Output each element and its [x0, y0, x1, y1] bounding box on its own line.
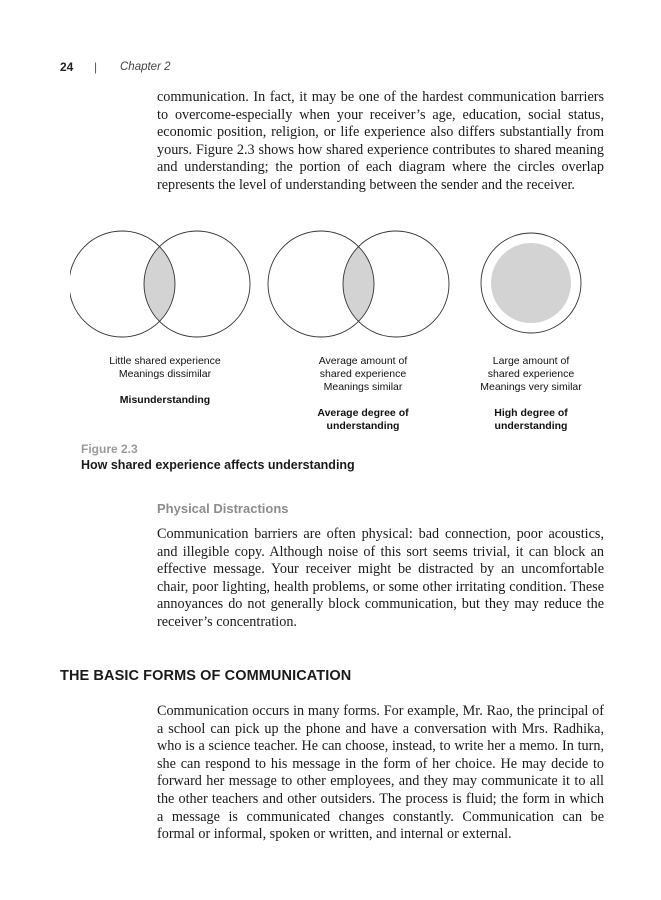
caption-outcome: understanding: [326, 420, 400, 432]
caption-line: Large amount of: [492, 355, 570, 367]
caption-line: Meanings dissimilar: [118, 368, 212, 380]
body-paragraph-forms: Communication occurs in many forms. For example, Mr. Rao, the principal of a school can pick up the phone and have a conversation with Mrs. Radhika, who is a science teacher. He can choose, instead, to write her a memo. In turn, she can respond to his message in the form of her choice. He may decide to forward her message to other employees, and they may communicate it to all the other teachers and other outsiders. The process is fluid; the form in which a message is communicated changes constantly. Communication can be formal or informal, spoken or written, and internal or external.: [157, 703, 604, 843]
body-paragraph-intro: communication. In fact, it may be one of the hardest communication barriers to overcome-especially when your receiver’s age, education, social status, economic position, religion, or life experience also differs substantially from yours. Figure 2.3 shows how shared experience contributes to shared meaning and understanding; the portion of each diagram where the circles overlap represents the level of understanding between the sender and the receiver.: [157, 89, 604, 193]
diagram-caption-average: [283, 355, 443, 433]
figure-label: Figure 2.3: [81, 442, 138, 456]
header-separator: |: [94, 60, 98, 74]
diagram-caption-little: [85, 355, 245, 407]
caption-line: Meanings similar: [323, 381, 403, 393]
diagram-average-overlap: [268, 231, 449, 337]
caption-line: Meanings very similar: [480, 381, 582, 393]
body-paragraph-physical: Communication barriers are often physical: bad connection, poor acoustics, and illegible copy. Although noise of this sort seems trivial, it can block an effective message. Your receiver might be distracted by an uncomfortable chair, poor lighting, health problems, or some other irritating condition. These annoyances do not generally block communication, but they may reduce the receiver’s concentration.: [157, 526, 604, 630]
chapter-label: Chapter 2: [120, 61, 171, 73]
diagram-caption-large: [451, 355, 611, 433]
caption-outcome: Misunderstanding: [119, 394, 211, 406]
caption-line: shared experience: [319, 368, 407, 380]
caption-line: shared experience: [487, 368, 575, 380]
caption-outcome: understanding: [494, 420, 568, 432]
section-heading: THE BASIC FORMS OF COMMUNICATION: [60, 668, 352, 684]
shared-experience-figure: [70, 226, 590, 351]
diagram-little-overlap: [70, 231, 250, 337]
figure-title: How shared experience affects understanding: [81, 458, 355, 472]
diagram-large-overlap: [481, 233, 581, 333]
caption-outcome: Average degree of: [317, 407, 409, 419]
caption-outcome: High degree of: [494, 407, 568, 419]
subheading-physical-distractions: Physical Distractions: [157, 501, 289, 516]
overlap-region: [491, 243, 571, 323]
caption-line: Average amount of: [318, 355, 408, 367]
running-header: [60, 58, 171, 76]
caption-line: Little shared experience: [109, 355, 221, 367]
page-number: 24: [60, 60, 74, 74]
